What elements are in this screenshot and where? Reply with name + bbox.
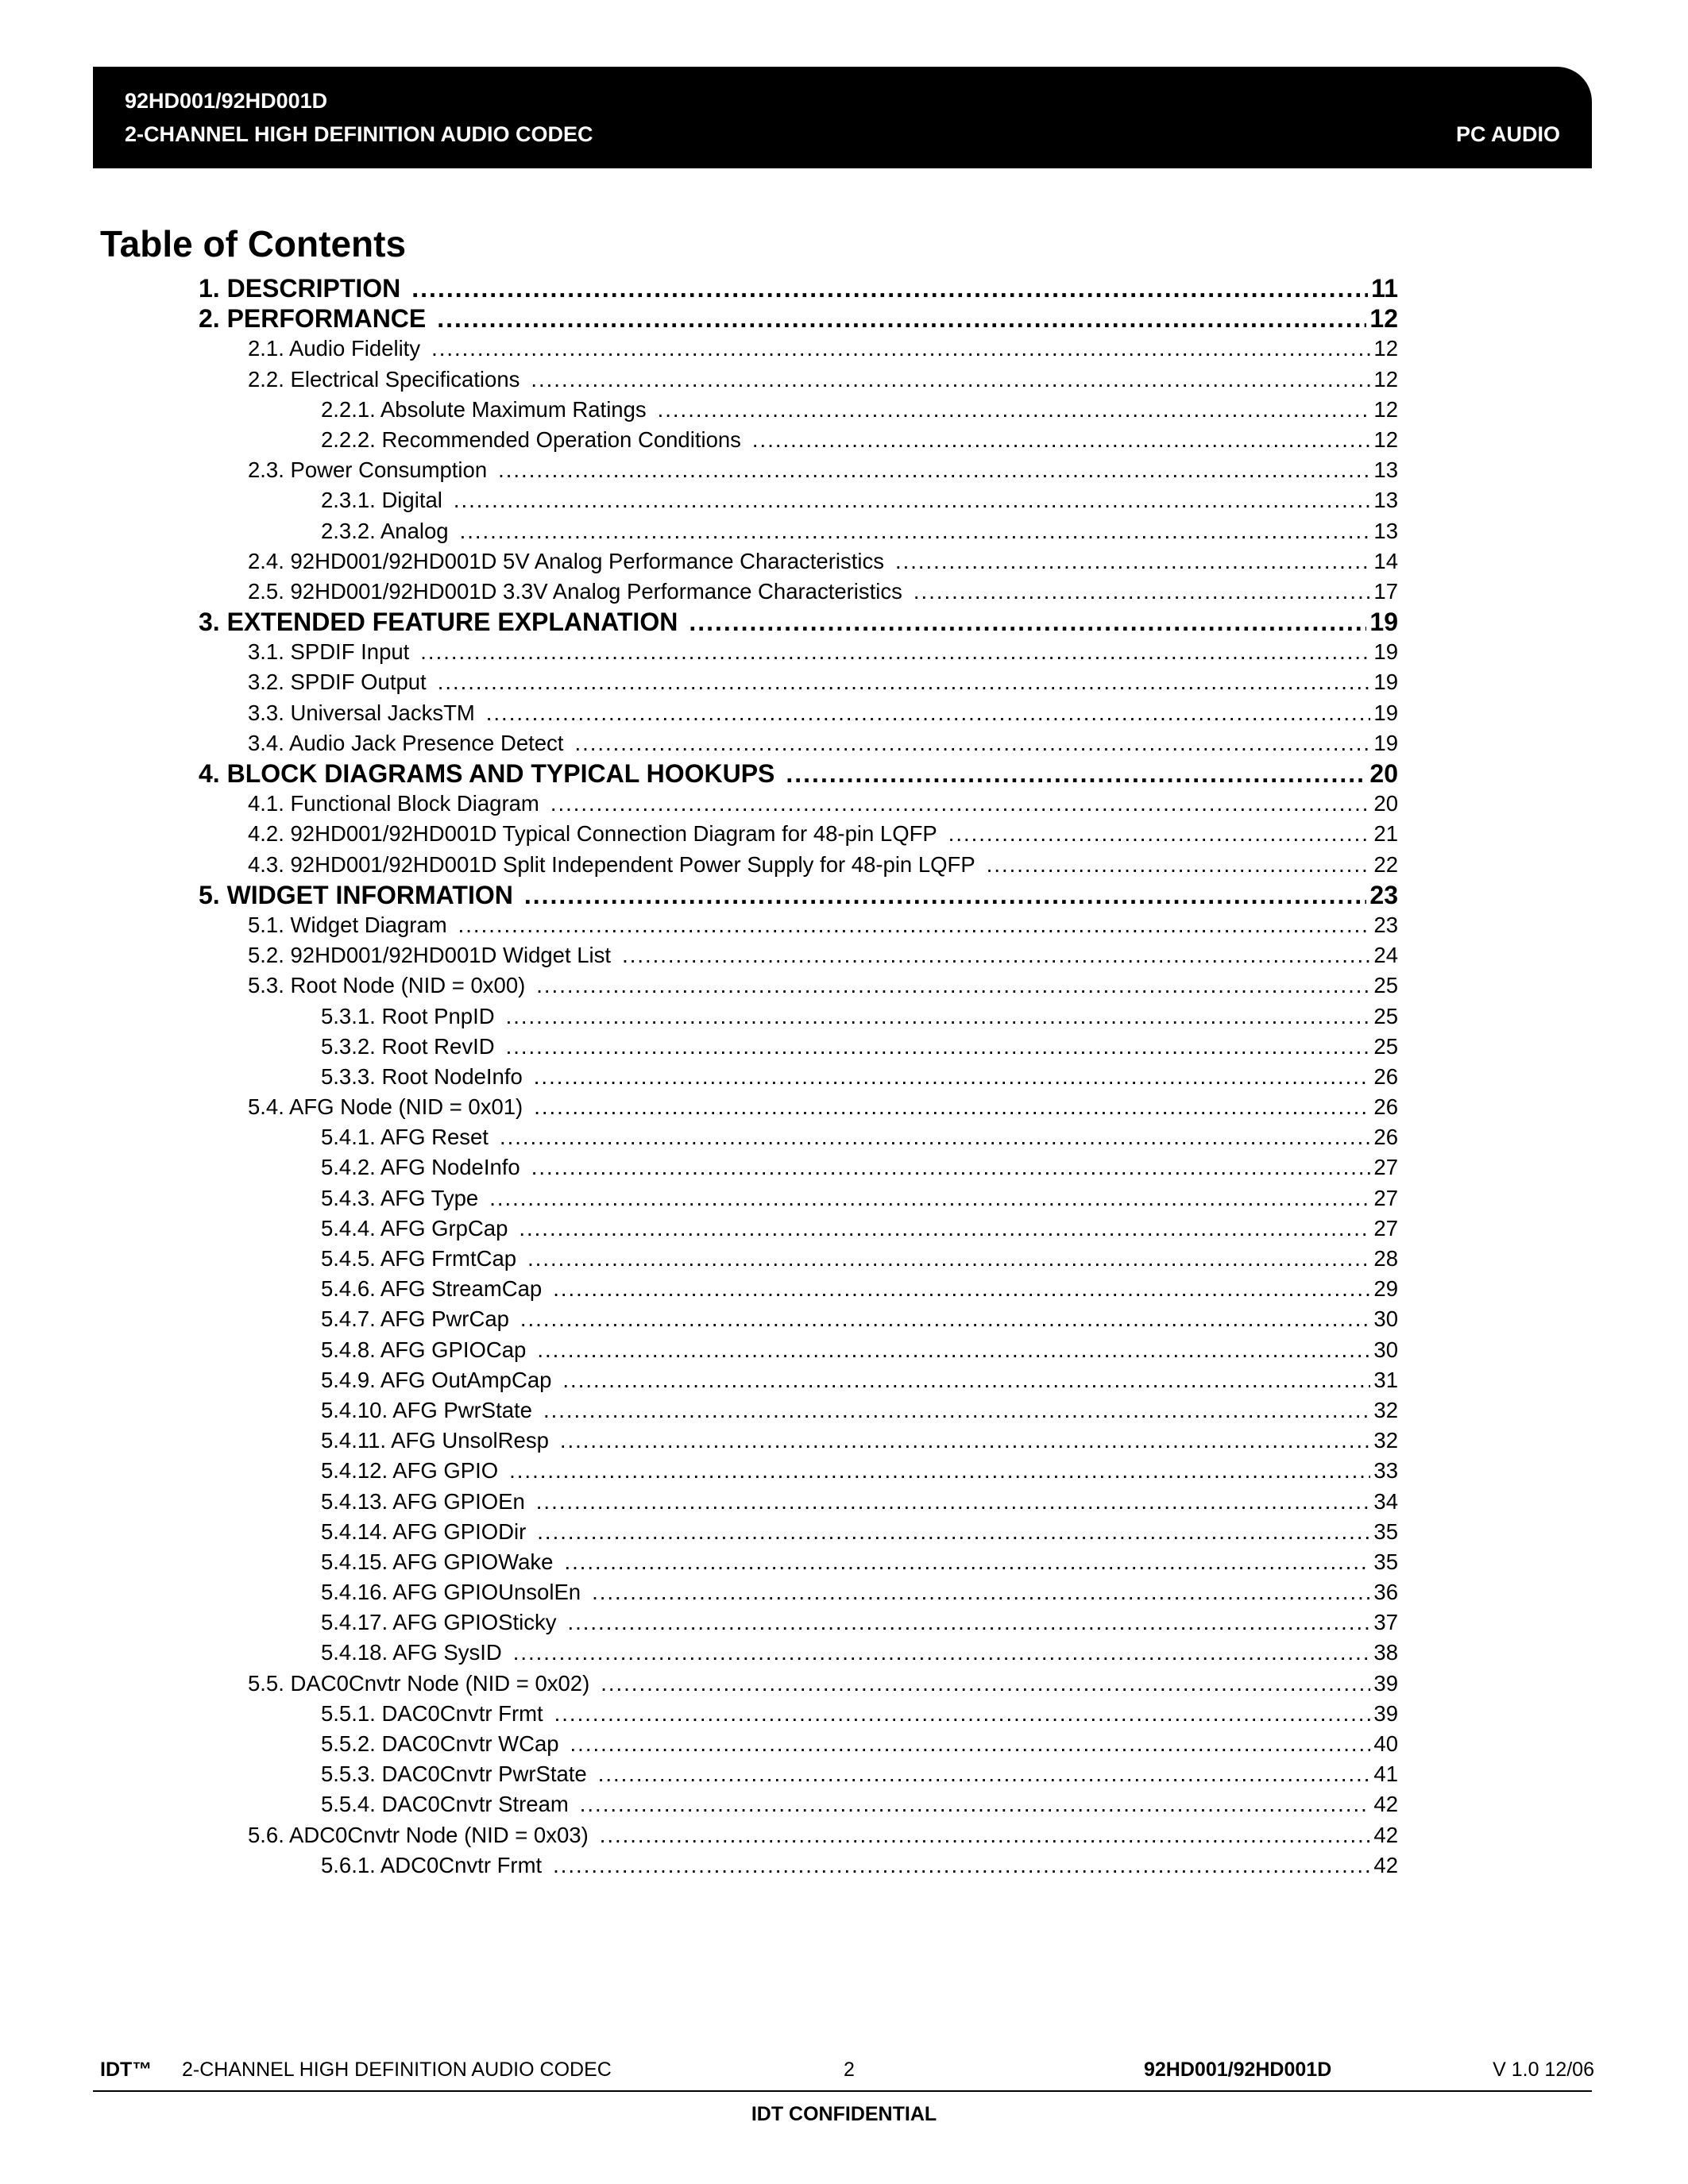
footer-divider	[93, 2090, 1592, 2092]
toc-entry[interactable]	[199, 303, 1398, 334]
toc-dot-leader	[543, 1395, 1370, 1426]
toc-dot-leader	[562, 1365, 1370, 1395]
toc-entry[interactable]	[199, 1365, 1398, 1395]
toc-entry-label: 3.1. SPDIF Input	[248, 639, 410, 665]
toc-entry[interactable]	[199, 698, 1398, 728]
toc-entry[interactable]	[199, 910, 1398, 940]
toc-entry[interactable]	[199, 819, 1398, 849]
toc-dot-leader	[598, 1759, 1371, 1789]
toc-dot-leader	[914, 577, 1370, 607]
toc-entry-page: 37	[1373, 1610, 1398, 1635]
toc-entry[interactable]	[199, 1062, 1398, 1092]
toc-entry-label: 5.4. AFG Node (NID = 0x01)	[248, 1094, 523, 1120]
toc-entry-label: 5.6. ADC0Cnvtr Node (NID = 0x03)	[248, 1822, 589, 1847]
toc-entry-page: 30	[1373, 1337, 1398, 1362]
toc-entry[interactable]	[199, 1789, 1398, 1819]
toc-dot-leader	[601, 1669, 1370, 1699]
toc-entry-label: 5.4.3. AFG Type	[321, 1185, 479, 1210]
toc-entry-page: 32	[1373, 1397, 1398, 1422]
toc-entry[interactable]	[199, 789, 1398, 819]
toc-entry-page: 38	[1373, 1640, 1398, 1665]
toc-dot-leader	[438, 667, 1371, 697]
toc-entry-page: 12	[1373, 426, 1398, 452]
toc-dot-leader	[498, 455, 1370, 485]
toc-entry-page: 30	[1373, 1306, 1398, 1332]
toc-entry-page: 27	[1373, 1215, 1398, 1241]
toc-entry[interactable]	[199, 1122, 1398, 1152]
toc-entry[interactable]	[199, 880, 1398, 910]
toc-entry-label: 5.5.1. DAC0Cnvtr Frmt	[321, 1700, 543, 1726]
toc-entry[interactable]	[199, 1335, 1398, 1365]
toc-dot-leader	[536, 970, 1370, 1001]
toc-entry-page: 12	[1373, 396, 1398, 422]
toc-entry-label: 2.3. Power Consumption	[248, 457, 488, 483]
toc-dot-leader	[531, 365, 1370, 395]
toc-entry-label: 5.4.2. AFG NodeInfo	[321, 1155, 520, 1180]
toc-dot-leader	[536, 1487, 1371, 1517]
toc-entry[interactable]	[199, 1577, 1398, 1607]
toc-entry-label: 2.3.1. Digital	[321, 488, 442, 513]
toc-entry-page: 19	[1373, 669, 1398, 695]
toc-entry-page: 32	[1373, 1428, 1398, 1453]
toc-entry[interactable]	[199, 940, 1398, 970]
toc-entry[interactable]	[199, 1395, 1398, 1426]
toc-dot-leader	[411, 273, 1368, 303]
toc-dot-leader	[752, 425, 1370, 455]
toc-entry-label: 5.4.13. AFG GPIOEn	[321, 1488, 525, 1514]
toc-entry-label: 5.5.4. DAC0Cnvtr Stream	[321, 1792, 569, 1817]
toc-entry-page: 24	[1373, 943, 1398, 968]
toc-entry-label: 5.3. Root Node (NID = 0x00)	[248, 973, 526, 998]
toc-entry-page: 19	[1369, 608, 1398, 637]
toc-entry[interactable]	[199, 970, 1398, 1001]
toc-entry-label: 5.4.4. AFG GrpCap	[321, 1215, 508, 1241]
toc-entry[interactable]	[199, 850, 1398, 880]
toc-entry[interactable]	[199, 395, 1398, 425]
toc-entry[interactable]	[199, 1669, 1398, 1699]
toc-entry[interactable]	[199, 1850, 1398, 1881]
toc-entry-page: 26	[1373, 1063, 1398, 1089]
toc-entry[interactable]	[199, 1426, 1398, 1456]
toc-entry[interactable]	[199, 1759, 1398, 1789]
header-doc-id: 92HD001/92HD001D	[125, 89, 328, 113]
toc-entry-page: 42	[1373, 1822, 1398, 1847]
toc-entry-page: 39	[1373, 1700, 1398, 1726]
toc-dot-leader	[458, 910, 1371, 940]
toc-dot-leader	[519, 1214, 1370, 1244]
toc-dot-leader	[553, 1274, 1370, 1304]
toc-dot-leader	[524, 880, 1367, 910]
toc-entry-page: 35	[1373, 1549, 1398, 1574]
toc-entry-label: 5.4.12. AFG GPIO	[321, 1458, 499, 1484]
toc-entry[interactable]	[199, 425, 1398, 455]
toc-dot-leader	[554, 1699, 1371, 1729]
toc-entry-label: 5.4.7. AFG PwrCap	[321, 1306, 509, 1332]
toc-dot-leader	[560, 1426, 1371, 1456]
toc-entry-label: 5.3.3. Root NodeInfo	[321, 1063, 523, 1089]
toc-entry[interactable]	[199, 455, 1398, 485]
toc-entry-label: 5.4.1. AFG Reset	[321, 1125, 489, 1150]
toc-entry-page: 25	[1373, 1003, 1398, 1028]
toc-entry-label: 5.6.1. ADC0Cnvtr Frmt	[321, 1852, 543, 1877]
toc-entry[interactable]	[199, 1274, 1398, 1304]
toc-dot-leader	[527, 1244, 1370, 1274]
toc-entry[interactable]	[199, 1092, 1398, 1122]
toc-dot-leader	[948, 819, 1371, 849]
toc-entry[interactable]	[199, 1729, 1398, 1759]
toc-entry-label: 4.1. Functional Block Diagram	[248, 791, 539, 816]
toc-entry-page: 31	[1373, 1367, 1398, 1392]
toc-entry-page: 27	[1373, 1155, 1398, 1180]
toc-entry[interactable]	[199, 365, 1398, 395]
toc-entry-page: 13	[1373, 518, 1398, 543]
toc-entry-label: 5.3.1. Root PnpID	[321, 1003, 495, 1028]
toc-entry-page: 19	[1373, 639, 1398, 665]
footer-confidential: IDT CONFIDENTIAL	[751, 2103, 937, 2125]
toc-entry-label: 5.5. DAC0Cnvtr Node (NID = 0x02)	[248, 1670, 590, 1696]
toc-dot-leader	[534, 1062, 1371, 1092]
toc-entry-label: 5.4.9. AFG OutAmpCap	[321, 1367, 552, 1392]
toc-entry[interactable]	[199, 1244, 1398, 1274]
toc-dot-leader	[895, 546, 1370, 577]
toc-entry-label: 1. DESCRIPTION	[199, 274, 401, 303]
toc-entry-label: 5.4.6. AFG StreamCap	[321, 1276, 543, 1302]
footer-title: 2-CHANNEL HIGH DEFINITION AUDIO CODEC	[182, 2059, 612, 2081]
toc-entry-page: 23	[1373, 912, 1398, 937]
toc-entry-label: 2.1. Audio Fidelity	[248, 336, 421, 361]
toc-dot-leader	[500, 1122, 1370, 1152]
toc-entry[interactable]	[199, 1607, 1398, 1638]
header-section-tag: PC AUDIO	[1455, 122, 1560, 146]
toc-entry-page: 36	[1373, 1580, 1398, 1605]
toc-entry-label: 2.2.1. Absolute Maximum Ratings	[321, 396, 647, 422]
toc-entry[interactable]	[199, 1699, 1398, 1729]
toc-entry[interactable]	[199, 607, 1398, 637]
footer-part-number: 92HD001/92HD001D	[1144, 2059, 1332, 2081]
toc-dot-leader	[550, 789, 1371, 819]
toc-entry[interactable]	[199, 1456, 1398, 1486]
toc-entry[interactable]	[199, 1183, 1398, 1214]
header-doc-subtitle: 2-CHANNEL HIGH DEFINITION AUDIO CODEC	[125, 122, 593, 146]
toc-entry-page: 12	[1373, 366, 1398, 392]
toc-entry[interactable]	[199, 1304, 1398, 1334]
toc-dot-leader	[689, 607, 1366, 637]
toc-entry-label: 5.2. 92HD001/92HD001D Widget List	[248, 943, 612, 968]
toc-entry-label: 5.4.18. AFG SysID	[321, 1640, 502, 1665]
toc-entry-label: 2.3.2. Analog	[321, 518, 449, 543]
toc-entry[interactable]	[199, 1152, 1398, 1183]
toc-entry-page: 14	[1373, 548, 1398, 573]
toc-entry-label: 5.4.17. AFG GPIOSticky	[321, 1610, 557, 1635]
toc-entry-label: 5. WIDGET INFORMATION	[199, 880, 513, 909]
toc-entry-page: 35	[1373, 1518, 1398, 1544]
toc-entry[interactable]	[199, 758, 1398, 789]
toc-title: Table of Contents	[100, 223, 407, 264]
toc-dot-leader	[513, 1638, 1371, 1668]
toc-entry[interactable]	[199, 1820, 1398, 1850]
toc-entry-page: 19	[1373, 700, 1398, 725]
toc-entry[interactable]	[199, 1032, 1398, 1062]
footer-version: V 1.0 12/06	[1493, 2059, 1594, 2081]
toc-dot-leader	[537, 1517, 1370, 1547]
toc-entry[interactable]	[199, 667, 1398, 697]
toc-dot-leader	[520, 1304, 1371, 1334]
toc-dot-leader	[537, 1335, 1370, 1365]
toc-entry[interactable]	[199, 1487, 1398, 1517]
toc-entry-page: 19	[1373, 730, 1398, 755]
toc-entry-label: 5.4.5. AFG FrmtCap	[321, 1246, 517, 1271]
toc-entry-page: 40	[1373, 1731, 1398, 1756]
table-of-contents	[199, 273, 1398, 1881]
toc-dot-leader	[564, 1547, 1370, 1577]
toc-dot-leader	[568, 1607, 1371, 1638]
toc-dot-leader	[506, 1032, 1371, 1062]
toc-dot-leader	[553, 1850, 1370, 1881]
toc-entry-label: 5.4.11. AFG UnsolResp	[321, 1428, 549, 1453]
toc-entry-page: 27	[1373, 1185, 1398, 1210]
toc-dot-leader	[531, 1152, 1371, 1183]
toc-entry[interactable]	[199, 334, 1398, 364]
toc-dot-leader	[600, 1820, 1371, 1850]
toc-dot-leader	[437, 303, 1366, 334]
toc-entry-label: 5.4.14. AFG GPIODir	[321, 1518, 527, 1544]
toc-entry-label: 4. BLOCK DIAGRAMS AND TYPICAL HOOKUPS	[199, 759, 775, 788]
toc-entry[interactable]	[199, 1517, 1398, 1547]
toc-entry-label: 3.2. SPDIF Output	[248, 669, 427, 695]
toc-entry-page: 34	[1373, 1488, 1398, 1514]
toc-entry-page: 13	[1373, 457, 1398, 483]
toc-entry-page: 20	[1373, 791, 1398, 816]
toc-entry[interactable]	[199, 516, 1398, 546]
toc-dot-leader	[486, 698, 1371, 728]
toc-dot-leader	[574, 728, 1370, 758]
toc-dot-leader	[454, 485, 1371, 515]
toc-dot-leader	[570, 1729, 1371, 1759]
toc-entry-page: 26	[1373, 1125, 1398, 1150]
toc-dot-leader	[592, 1577, 1370, 1607]
toc-entry[interactable]	[199, 637, 1398, 667]
toc-entry[interactable]	[199, 1547, 1398, 1577]
toc-dot-leader	[580, 1789, 1371, 1819]
toc-entry-page: 12	[1369, 304, 1398, 334]
toc-dot-leader	[786, 758, 1366, 789]
toc-entry-label: 5.4.8. AFG GPIOCap	[321, 1337, 527, 1362]
toc-entry-label: 4.2. 92HD001/92HD001D Typical Connection Diagram for 48-pin LQFP	[248, 821, 937, 847]
toc-dot-leader	[506, 1001, 1371, 1032]
toc-entry[interactable]	[199, 577, 1398, 607]
toc-entry-label: 2.4. 92HD001/92HD001D 5V Analog Performance Characteristics	[248, 548, 884, 573]
header-bar	[93, 67, 1592, 168]
toc-entry[interactable]	[199, 728, 1398, 758]
toc-entry-label: 5.1. Widget Diagram	[248, 912, 447, 937]
toc-entry-page: 26	[1373, 1094, 1398, 1120]
toc-dot-leader	[987, 850, 1371, 880]
toc-entry-page: 42	[1373, 1852, 1398, 1877]
toc-entry[interactable]	[199, 1638, 1398, 1668]
toc-entry[interactable]	[199, 1214, 1398, 1244]
toc-entry-page: 13	[1373, 488, 1398, 513]
toc-dot-leader	[658, 395, 1371, 425]
footer-page-number: 2	[844, 2059, 855, 2081]
toc-entry-page: 42	[1373, 1792, 1398, 1817]
toc-dot-leader	[489, 1183, 1370, 1214]
toc-entry-label: 4.3. 92HD001/92HD001D Split Independent Power Supply for 48-pin LQFP	[248, 851, 975, 877]
toc-entry-label: 2.2.2. Recommended Operation Conditions	[321, 426, 741, 452]
toc-dot-leader	[509, 1456, 1370, 1486]
toc-entry-label: 3. EXTENDED FEATURE EXPLANATION	[199, 608, 678, 637]
toc-dot-leader	[431, 334, 1370, 364]
toc-entry-page: 12	[1373, 336, 1398, 361]
toc-dot-leader	[622, 940, 1370, 970]
toc-entry-label: 2.5. 92HD001/92HD001D 3.3V Analog Performance Characteristics	[248, 578, 902, 604]
toc-entry[interactable]	[199, 546, 1398, 577]
toc-entry[interactable]	[199, 273, 1398, 303]
toc-entry-label: 5.5.3. DAC0Cnvtr PwrState	[321, 1761, 587, 1787]
toc-entry-page: 21	[1373, 821, 1398, 847]
toc-entry-label: 3.4. Audio Jack Presence Detect	[248, 730, 564, 755]
toc-entry-page: 22	[1373, 851, 1398, 877]
toc-dot-leader	[420, 637, 1370, 667]
toc-entry-page: 23	[1369, 880, 1398, 909]
toc-entry-label: 5.5.2. DAC0Cnvtr WCap	[321, 1731, 559, 1756]
toc-entry-label: 5.4.10. AFG PwrState	[321, 1397, 532, 1422]
footer-brand: IDT™	[100, 2059, 153, 2081]
toc-entry-label: 2. PERFORMANCE	[199, 304, 427, 334]
toc-entry[interactable]	[199, 1001, 1398, 1032]
toc-entry[interactable]	[199, 485, 1398, 515]
toc-entry-page: 25	[1373, 1033, 1398, 1059]
toc-entry-label: 5.4.15. AFG GPIOWake	[321, 1549, 554, 1574]
toc-dot-leader	[460, 516, 1371, 546]
toc-entry-page: 29	[1373, 1276, 1398, 1302]
toc-entry-label: 2.2. Electrical Specifications	[248, 366, 520, 392]
toc-entry-page: 39	[1373, 1670, 1398, 1696]
toc-entry-label: 3.3. Universal JacksTM	[248, 700, 475, 725]
toc-entry-page: 25	[1373, 973, 1398, 998]
toc-entry-page: 20	[1369, 759, 1398, 788]
toc-entry-label: 5.4.16. AFG GPIOUnsolEn	[321, 1580, 581, 1605]
toc-dot-leader	[534, 1092, 1370, 1122]
toc-entry-page: 17	[1373, 578, 1398, 604]
toc-entry-label: 5.3.2. Root RevID	[321, 1033, 495, 1059]
toc-entry-page: 41	[1373, 1761, 1398, 1787]
toc-entry-page: 33	[1373, 1458, 1398, 1484]
toc-entry-page: 28	[1373, 1246, 1398, 1271]
toc-entry-page: 11	[1371, 274, 1398, 303]
